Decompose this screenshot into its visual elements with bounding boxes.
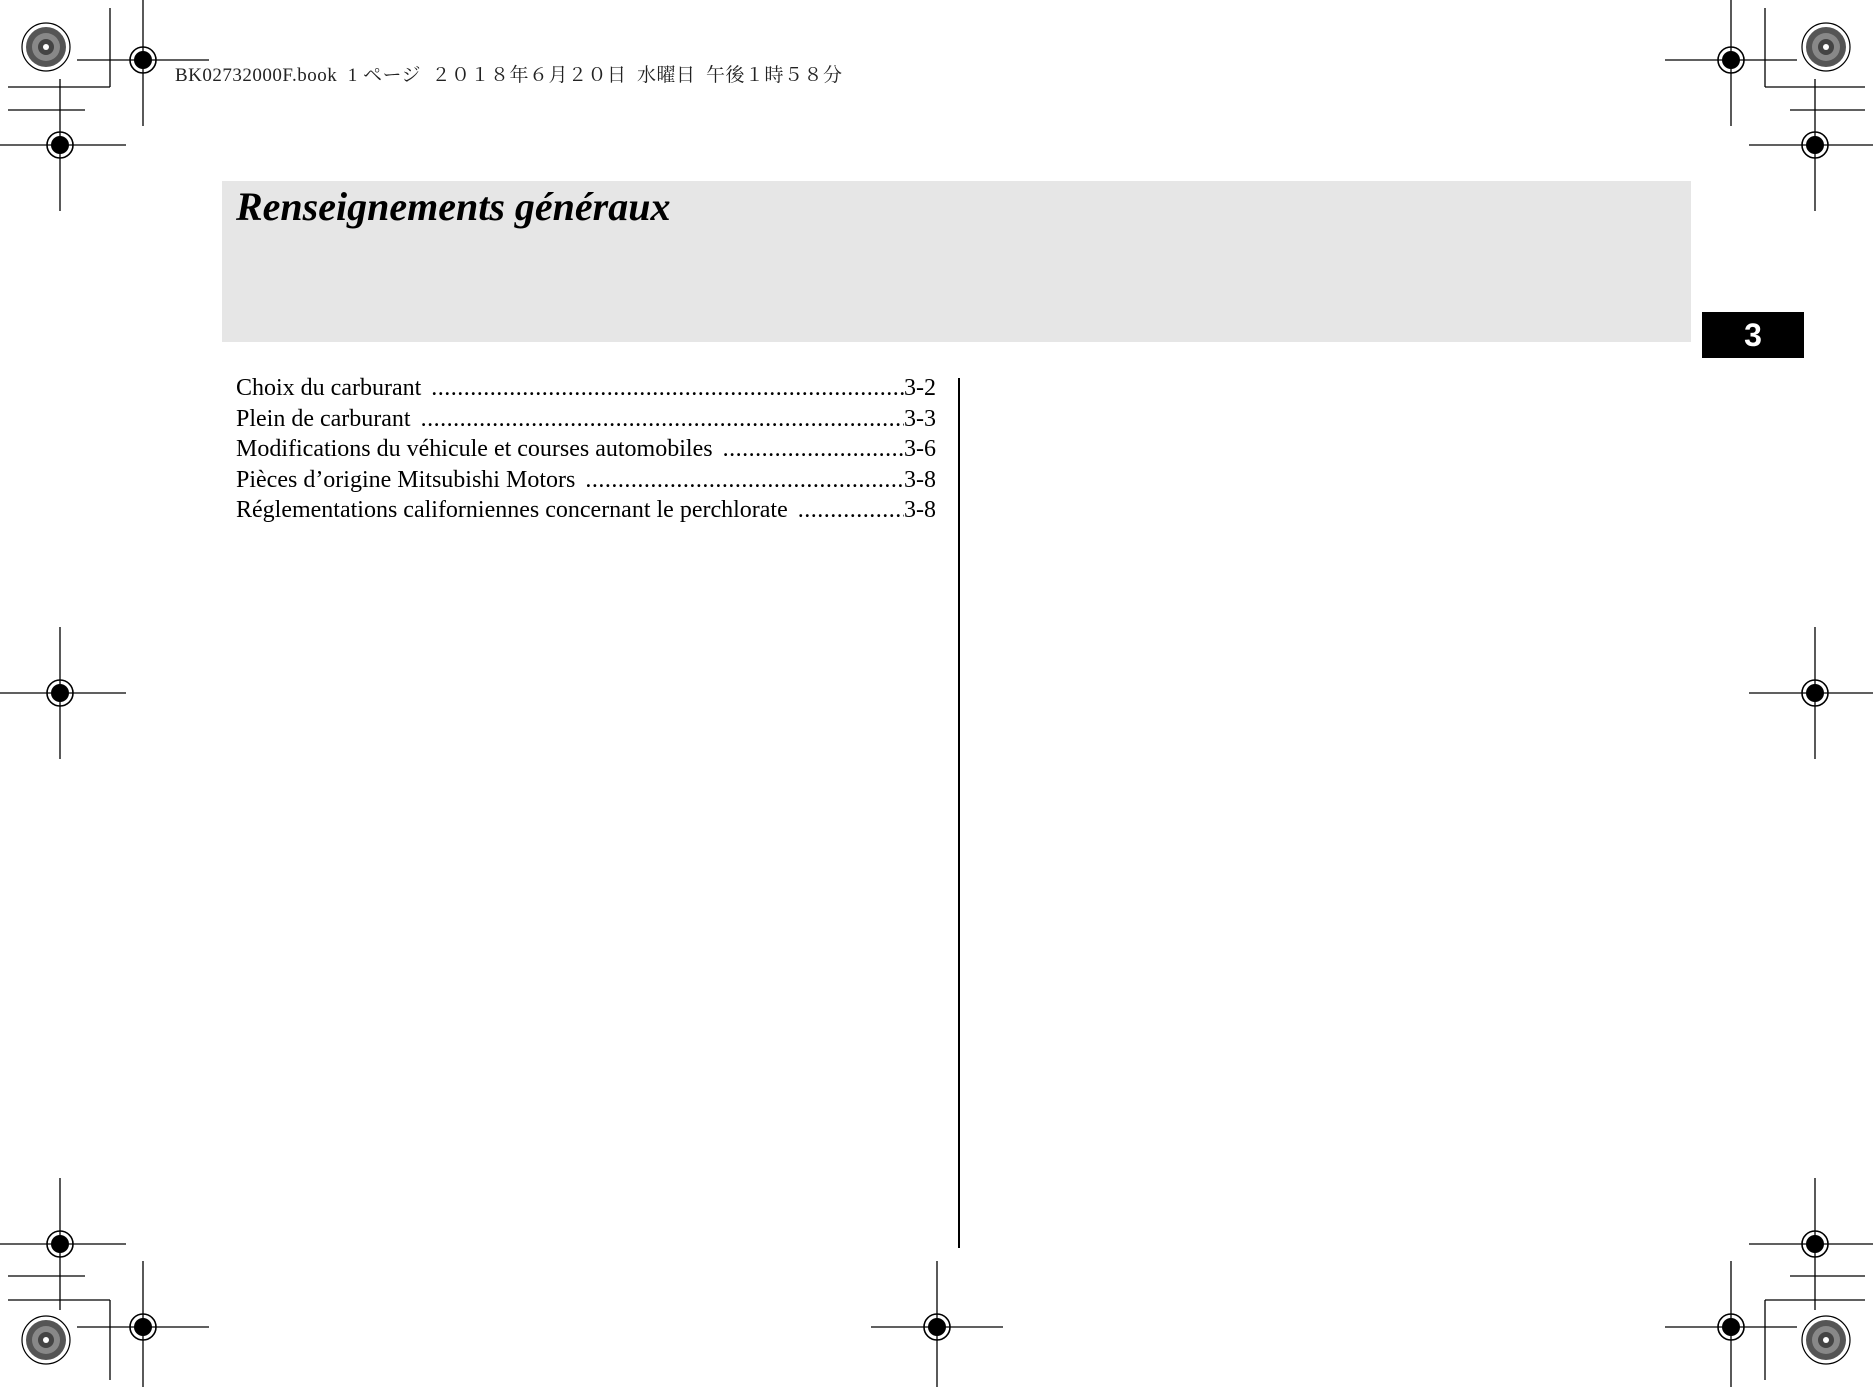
chapter-tab: 3 (1702, 312, 1804, 358)
crosshair-icon (1749, 1178, 1873, 1310)
crosshair-icon (77, 0, 209, 126)
crosshair-icon (1749, 79, 1873, 211)
starburst-icon (22, 1316, 70, 1364)
toc-entry-page: 3-8 (904, 497, 936, 523)
starburst-icon (22, 23, 70, 71)
toc-entry-page: 3-8 (904, 466, 936, 493)
toc-entry-label: Plein de carburant (236, 405, 411, 432)
toc-entry-label: Modifications du véhicule et courses automobiles (236, 436, 713, 462)
crosshair-icon (1665, 0, 1797, 126)
starburst-icon (1802, 23, 1850, 71)
toc-entry-page: 3-6 (904, 436, 936, 462)
toc-entry-label: Choix du carburant (236, 375, 422, 401)
section-title: Renseignements généraux (236, 184, 671, 229)
starburst-icon (1802, 1316, 1850, 1364)
crosshair-icon (0, 79, 126, 211)
crosshair-icon (0, 627, 126, 759)
crosshair-icon (871, 1261, 1003, 1387)
crosshair-icon (1749, 627, 1873, 759)
toc-entry-label: Pièces d’origine Mitsubishi Motors (236, 466, 576, 493)
crosshair-icon (0, 1178, 126, 1310)
print-header: BK02732000F.book 1 ページ ２０１８年６月２０日 水曜日 午後１時５８分 (175, 65, 843, 86)
crosshair-icon (77, 1261, 209, 1387)
toc-entry-page: 3-2 (904, 375, 936, 401)
toc-entry-page: 3-3 (904, 405, 936, 432)
crosshair-icon (1665, 1261, 1797, 1387)
toc-entry-label: Réglementations californiennes concernant le perchlorate (236, 497, 788, 523)
